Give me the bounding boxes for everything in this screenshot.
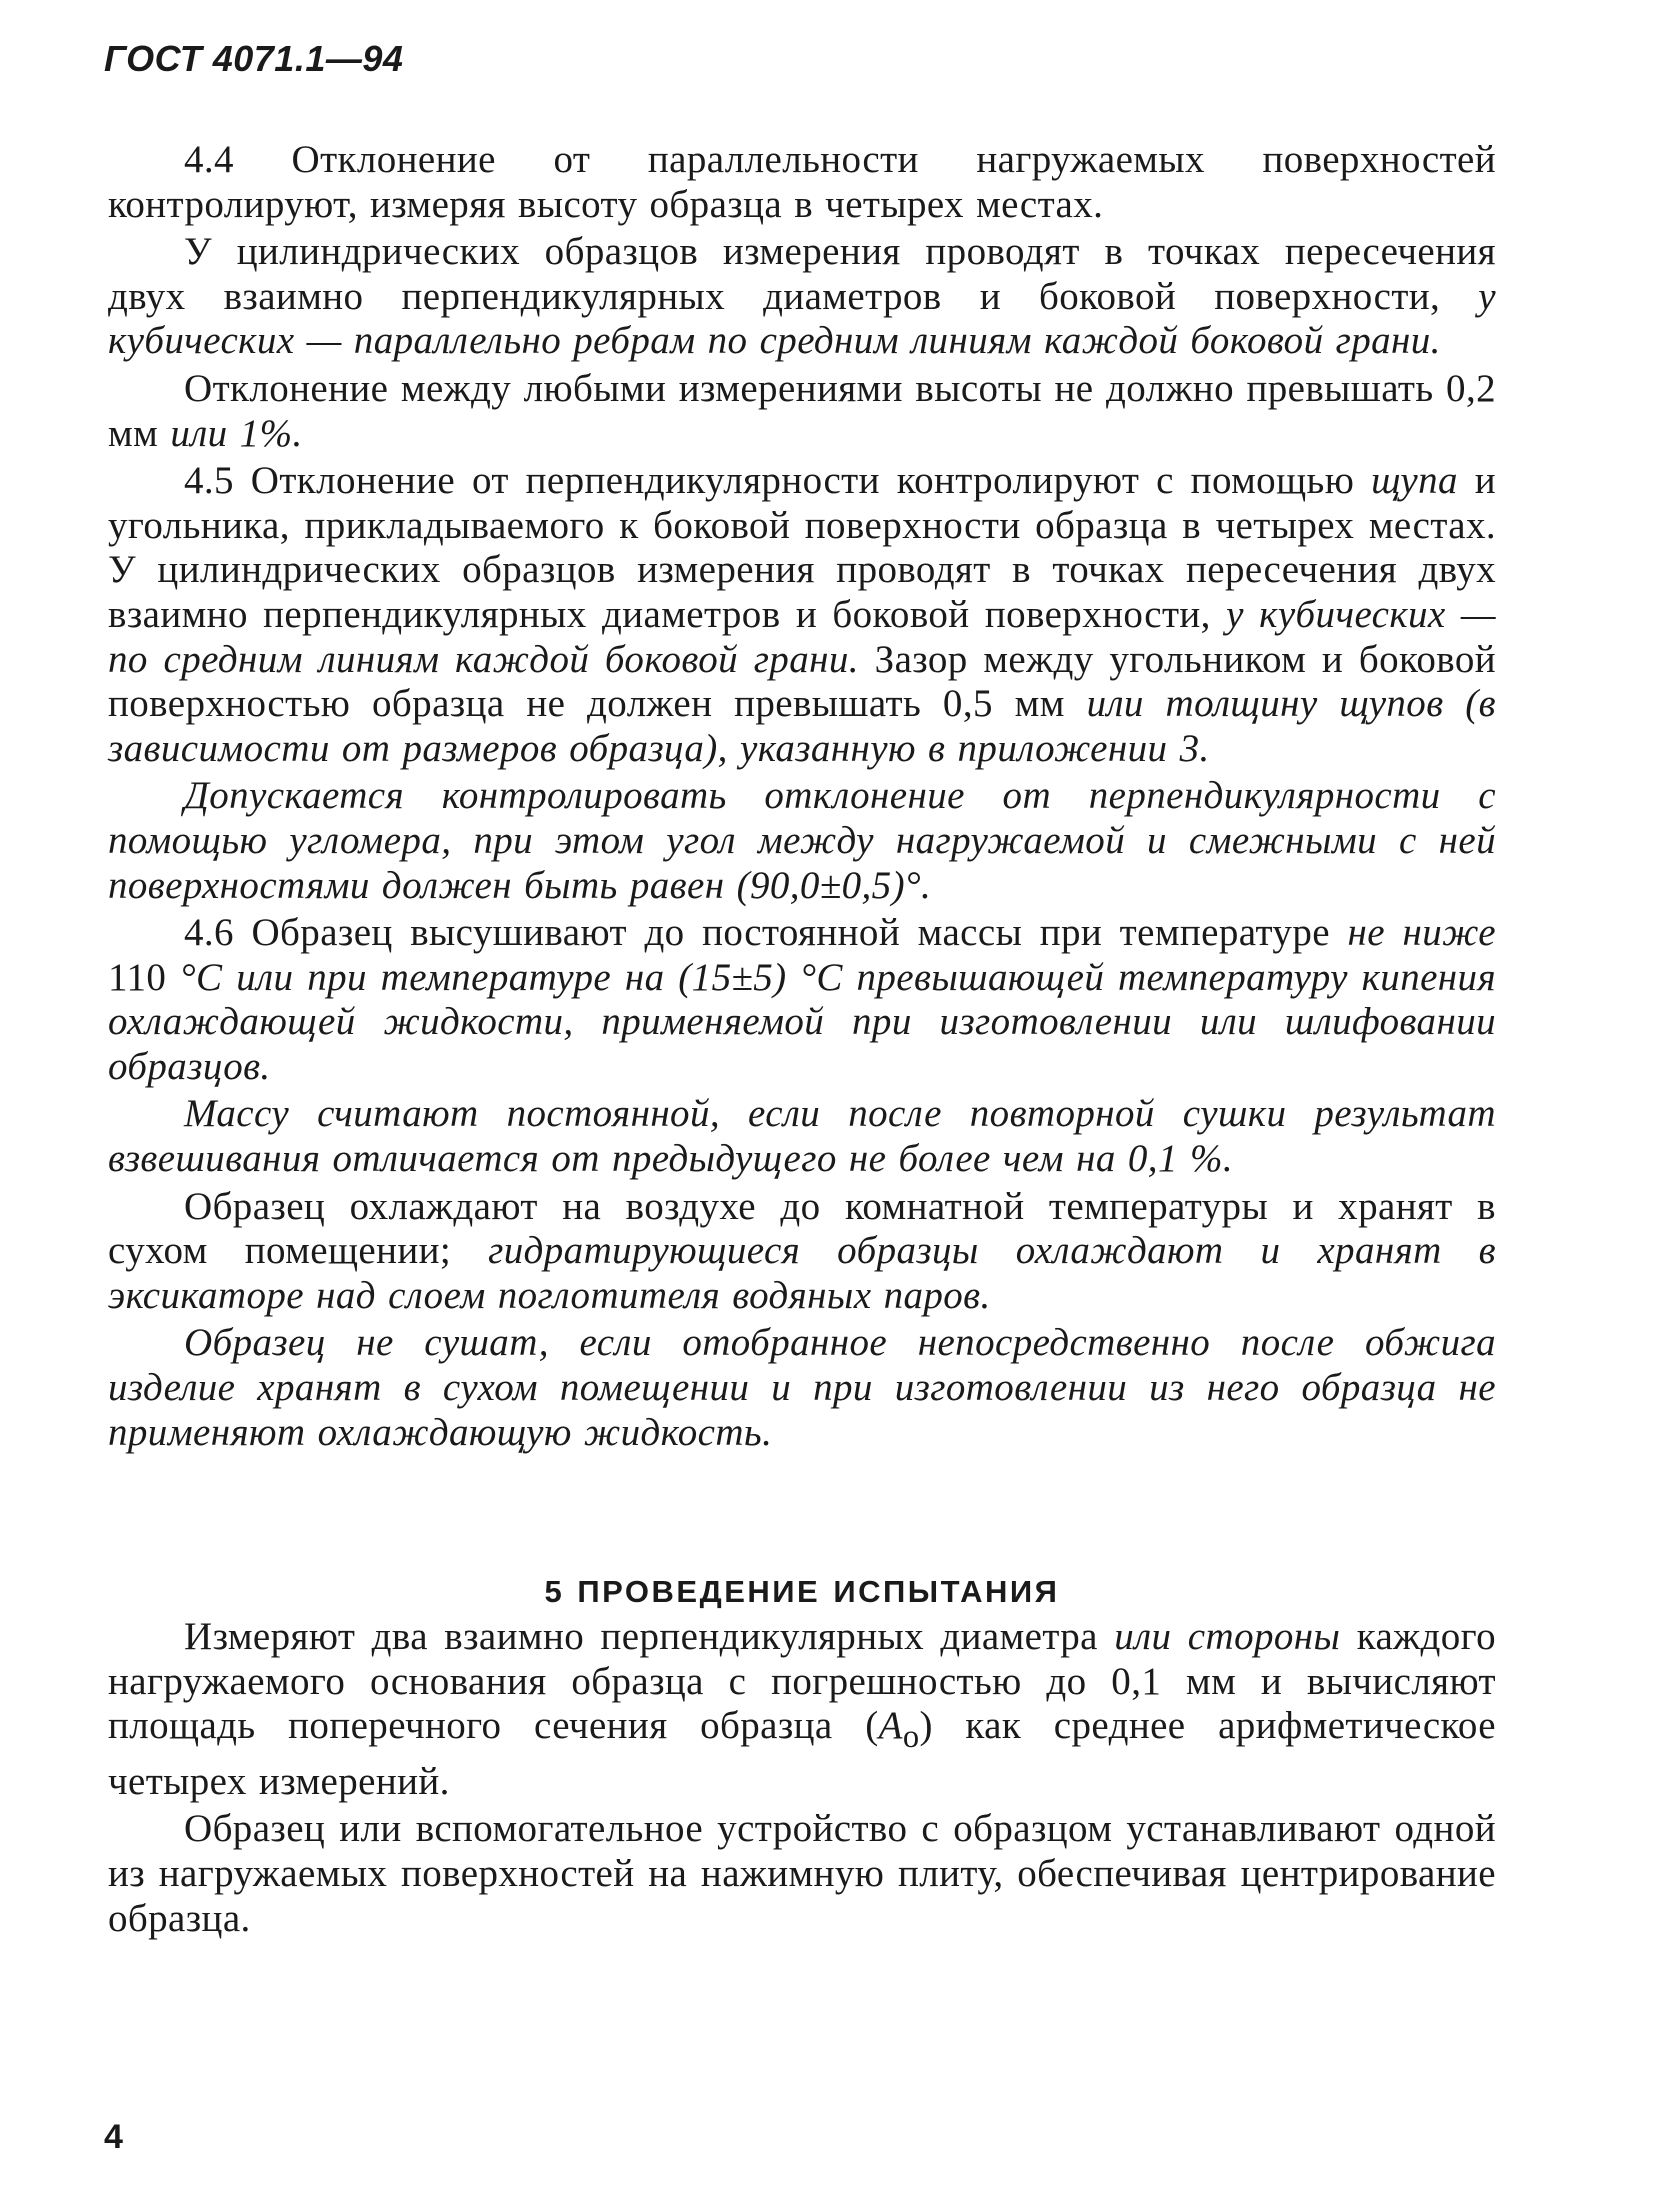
- paragraph-italic-text: у кубических — по средним линиям каждой боковой грани.: [108, 592, 1496, 681]
- clause-number: 4.5: [184, 459, 234, 503]
- paragraph-5-measurement: [108, 1615, 1496, 1804]
- paragraph-italic-text: у кубических — параллельно ребрам по средним линиям каждой боковой грани.: [108, 274, 1496, 363]
- paragraph-4-4: [108, 138, 1496, 227]
- paragraph-italic-text: °С или при температуре на (15±5) °С превышающей температуру кипения охлаждающей жидкости, применяемой при изготовлении или шлифовании образцов.: [108, 955, 1496, 1088]
- paragraph-5-placement: [108, 1807, 1496, 1941]
- paragraph-4-5-goniometer: [108, 774, 1496, 908]
- document-body: [108, 138, 1496, 1941]
- paragraph-italic-text: не ниже: [1347, 911, 1496, 955]
- paragraph-4-4-cylindrical: [108, 230, 1496, 364]
- paragraph-italic-text: или стороны: [1114, 1615, 1341, 1659]
- paragraph-text: Образец или вспомогательное устройство с образцом устанавливают одной из нагружаемых поверхностей на нажимную плиту, обеспечивая центрирование образца.: [108, 1807, 1496, 1940]
- document-code-header: ГОСТ 4071.1—94: [104, 38, 404, 79]
- paragraph-text: Отклонение от перпендикулярности контролируют с помощью: [250, 459, 1355, 503]
- paragraph-4-6-constant-mass: [108, 1092, 1496, 1181]
- paragraph-italic-text: Допускается контролировать отклонение от перпендикулярности с помощью угломера, при этом угол между нагружаемой и смежными с ней поверхностями должен быть равен (90,0±0,5)°.: [108, 774, 1496, 907]
- paragraph-text: У цилиндрических образцов измерения проводят в точках пересечения двух взаимно перпендикулярных диаметров и боковой поверхности,: [108, 230, 1496, 318]
- paragraph-text: Измеряют два взаимно перпендикулярных диаметра: [184, 1615, 1098, 1659]
- clause-number: 4.4: [184, 138, 234, 181]
- paragraph-4-4-deviation: [108, 367, 1496, 456]
- paragraph-italic-text: щупа: [1371, 459, 1458, 503]
- paragraph-text: Образец высушивают до постоянной массы при температуре: [251, 911, 1330, 955]
- paragraph-italic-text: или толщину щупов (в зависимости от размеров образца), указанную в приложении 3.: [108, 682, 1497, 770]
- paragraph-text: ) как среднее арифметическое четырех измерений.: [108, 1704, 1496, 1803]
- paragraph-text: Образец охлаждают на воздухе до комнатной температуры и хранят в сухом помещении;: [108, 1184, 1496, 1273]
- clause-number: 4.6: [184, 911, 234, 955]
- page-number: 4: [104, 2118, 123, 2156]
- paragraph-italic-text: или 1%.: [170, 411, 303, 455]
- paragraph-text: Зазор между угольником и боковой поверхностью образца не должен превышать 0,5 мм: [108, 637, 1497, 726]
- area-symbol: A: [878, 1704, 903, 1748]
- paragraph-4-6: [108, 911, 1496, 1089]
- paragraph-text: Отклонение между любыми измерениями высоты не должно превышать 0,2 мм: [108, 366, 1496, 455]
- paragraph-text: и угольника, прикладываемого к боковой поверхности образца в четырех местах. У цилиндрических образцов измерения проводят в точках пересечения двух взаимно перпендикулярных диаметров и боковой поверхности,: [108, 459, 1497, 636]
- paragraph-4-5: [108, 459, 1496, 771]
- paragraph-italic-text: Образец не сушат, если отобранное непосредственно после обжига изделие хранят в сухом помещении и при изготовлении из него образца не применяют охлаждающую жидкость.: [108, 1321, 1496, 1454]
- paragraph-text: Отклонение от параллельности нагружаемых поверхностей контролируют, измеряя высоту образца в четырех местах.: [108, 138, 1496, 226]
- paragraph-text: 110: [108, 955, 167, 999]
- paragraph-italic-text: Массу считают постоянной, если после повторной сушки результат взвешивания отличается от предыдущего не более чем на 0,1 %.: [108, 1092, 1496, 1181]
- area-symbol-subscript: о: [902, 1719, 920, 1756]
- paragraph-text: каждого нагружаемого основания образца с погрешностью до 0,1 мм и вычисляют площадь поперечного сечения образца (: [108, 1615, 1496, 1748]
- section-5-heading: 5 ПРОВЕДЕНИЕ ИСПЫТАНИЯ: [544, 1574, 1060, 1610]
- paragraph-italic-text: гидратирующиеся образцы охлаждают и хранят в эксикаторе над слоем поглотителя водяных паров.: [108, 1229, 1496, 1317]
- paragraph-4-6-no-drying: [108, 1321, 1496, 1455]
- paragraph-4-6-cooling: [108, 1185, 1496, 1319]
